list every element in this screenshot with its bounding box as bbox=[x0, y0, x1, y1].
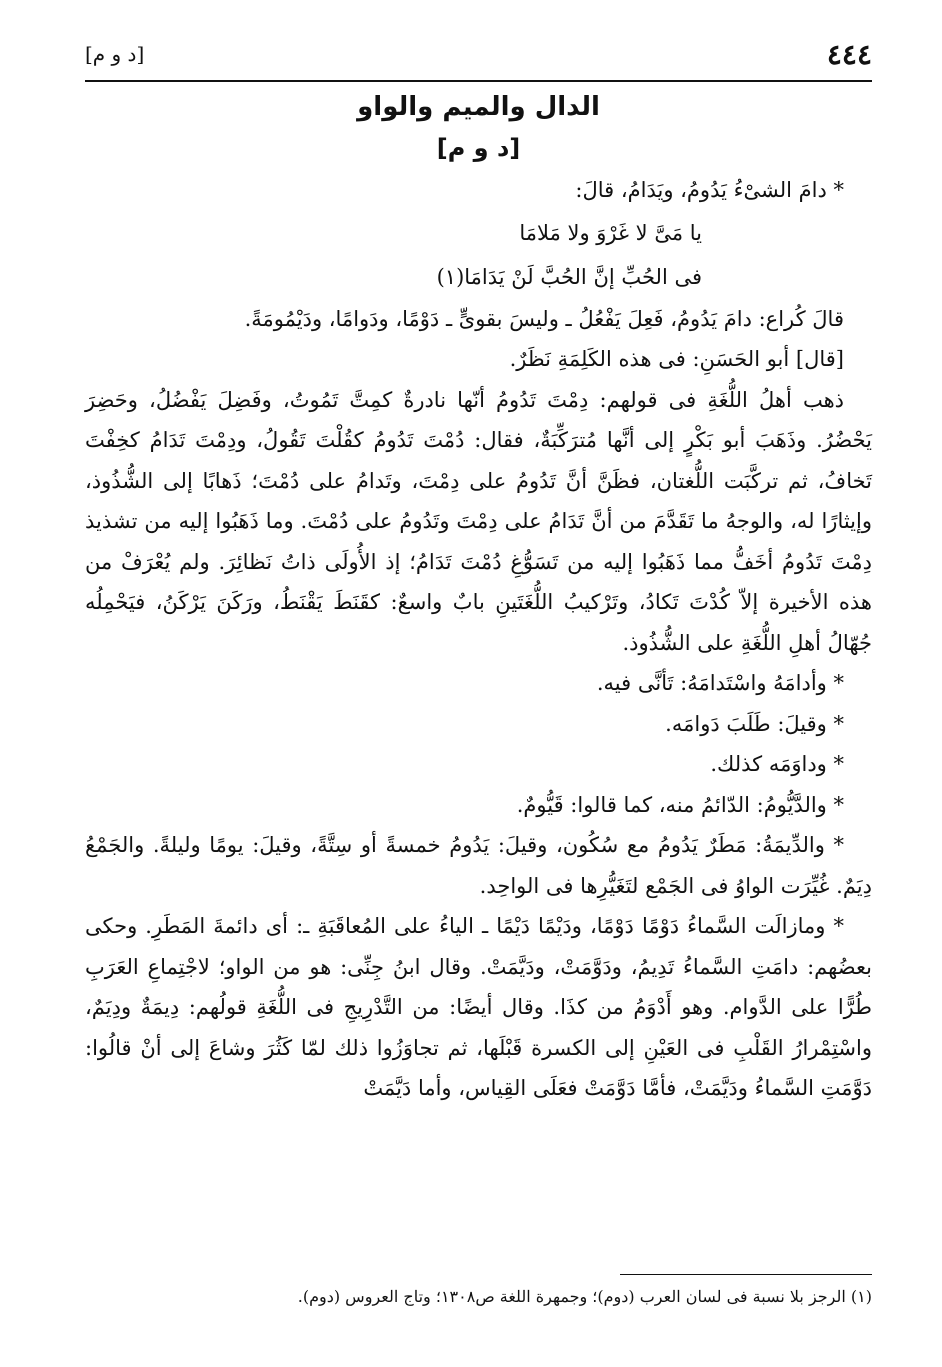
main-text bbox=[85, 92, 872, 1109]
paragraph-6: * وقيلَ: طَلَبَ دَوامَه. bbox=[665, 711, 844, 736]
header-rule bbox=[85, 80, 872, 82]
running-head: [د و م] bbox=[85, 42, 145, 66]
page-header bbox=[85, 38, 872, 78]
paragraph-2: قالَ كُراع: دامَ يَدُومُ، فَعِلَ يَفْعُلُ ـ وليسَ بقوىٍّ ـ دَوْمًا، ودَوامًا، ودَيْمُومَةً. bbox=[244, 306, 844, 331]
verse-line-1: يا مَىَّ لا غَرْوَ ولا مَلامَا bbox=[519, 220, 702, 245]
paragraph-10: * ومازالَت السَّماءُ دَوْمًا دَوْمًا، ودَيْمًا دَيْمًا ـ الياءُ على المُعاقَبَةِ ـ: أى دائمةَ المَطَرِ. وحكى بعضُهم: دامَتِ السَّماءُ تَدِيمُ، ودَوَّمَتْ، ودَيَّمَتْ. وقال ابنُ جِنِّى: هو من الواو؛ لاجْتِماعِ العَرَبِ طُرًّا على الدَّوام. وهو أَدْوَمُ من كذَا. وقال أيضًا: من التَّدْرِيجِ فى اللُّغَةِ قولُهم: دِيمَةٌ ودِيَمٌ، واسْتِمْرارُ القَلْبِ فى العَيْنِ إلى الكسرة قَبْلَها، ثم تجاوَزُوا ذلك لمّا كَثُرَ وشاعَ إلى أنْ قالُوا: دَوَّمَتِ السَّماءُ ودَيَّمَتْ، فأمَّا دَوَّمَتْ فعَلَى القِياس، وأما دَيَّمَتْ bbox=[85, 914, 872, 1100]
paragraph-5: * وأدامَهُ واسْتَدامَهُ: تَأنَّى فيه. bbox=[596, 671, 844, 695]
paragraph-3: [قال] أبو الحَسَنِ: فى هذه الكَلِمَةِ نَظَرٌ. bbox=[509, 347, 844, 371]
paragraph-9: * والدِّيمَةُ: مَطَرٌ يَدُومُ مع سُكُون، وقيلَ: يَدُومُ خمسةً أو سِتَّةً، وقيلَ: يومًا وليلةً. والجَمْعُ دِيَمٌ. غُيِّرَت الواوُ فى الجَمْع لتَغَيُّرِها فى الواحِد. bbox=[85, 833, 872, 898]
page-number: ٤٤٤ bbox=[826, 38, 872, 71]
footnote: (١) الرجز بلا نسبة فى لسان العرب (دوم)؛ وجمهرة اللغة ص١٣٠٨؛ وتاج العروس (دوم). bbox=[297, 1287, 872, 1306]
paragraph-1: * دامَ الشىْءُ يَدُومُ، ويَدَامُ، قالَ: bbox=[575, 178, 844, 202]
paragraph-7: * وداوَمَه كذلك. bbox=[710, 752, 844, 776]
paragraph-4: ذهب أهلُ اللُّغَةِ فى قولهم: دِمْتَ تَدُومُ أنّها نادرةٌ كمِتَّ تَمُوتُ، وفَضِلَ يَفْضُلُ، وحَضِرَ يَحْضُرُ. وذَهَبَ أبو بَكْرٍ إلى أنَّها مُترَكِّبَةٌ، فقال: دُمْتَ تَدُومُ كقُلْتَ تَقُولُ، ودِمْتَ تَدَامُ كخِفْتَ تَخافُ، ثم تركَّبَت اللُّغتان، فظَنَّ أنَّ تَدُومُ على دِمْتَ، وتَدامُ على دُمْتَ؛ ذَهابًا إلى الشُّذُوذ، وإيثارًا له، والوجهُ ما تَقَدَّمَ من أنَّ تَدَامُ على دِمْتَ وتَدُومُ على دُمْتَ. وما ذَهَبُوا إليه من تشذيذ دِمْتَ تَدُومُ أخَفُّ مما ذَهَبُوا إليه من تَسَوُّغِ دُمْتَ تَدَامُ؛ إذ الأُولَى ذاتُ نَظائِرَ. ولم يُعْرَفْ من هذه الأخيرة إلاّ كُدْتَ تَكادُ، وتَرْكيبُ اللُّغَتَينِ بابٌ واسعٌ: كقَنَطَ يَقْنَطُ، ورَكَنَ يَرْكَنُ، فيَحْمِلُه جُهّالُ أهلِ اللُّغَةِ على الشُّذُوذ. bbox=[85, 387, 873, 655]
section-title: الدال والميم والواو bbox=[357, 92, 600, 122]
paragraph-8: * والدَّيُّومُ: الدّائمُ منه، كما قالوا: قَيُّومٌ. bbox=[516, 792, 844, 817]
verse-line-2: فى الحُبِّ إنَّ الحُبَّ لَنْ يَدَامَا(١) bbox=[436, 264, 702, 289]
footnote-rule bbox=[620, 1274, 872, 1275]
entry-title: [د و م] bbox=[436, 134, 521, 162]
